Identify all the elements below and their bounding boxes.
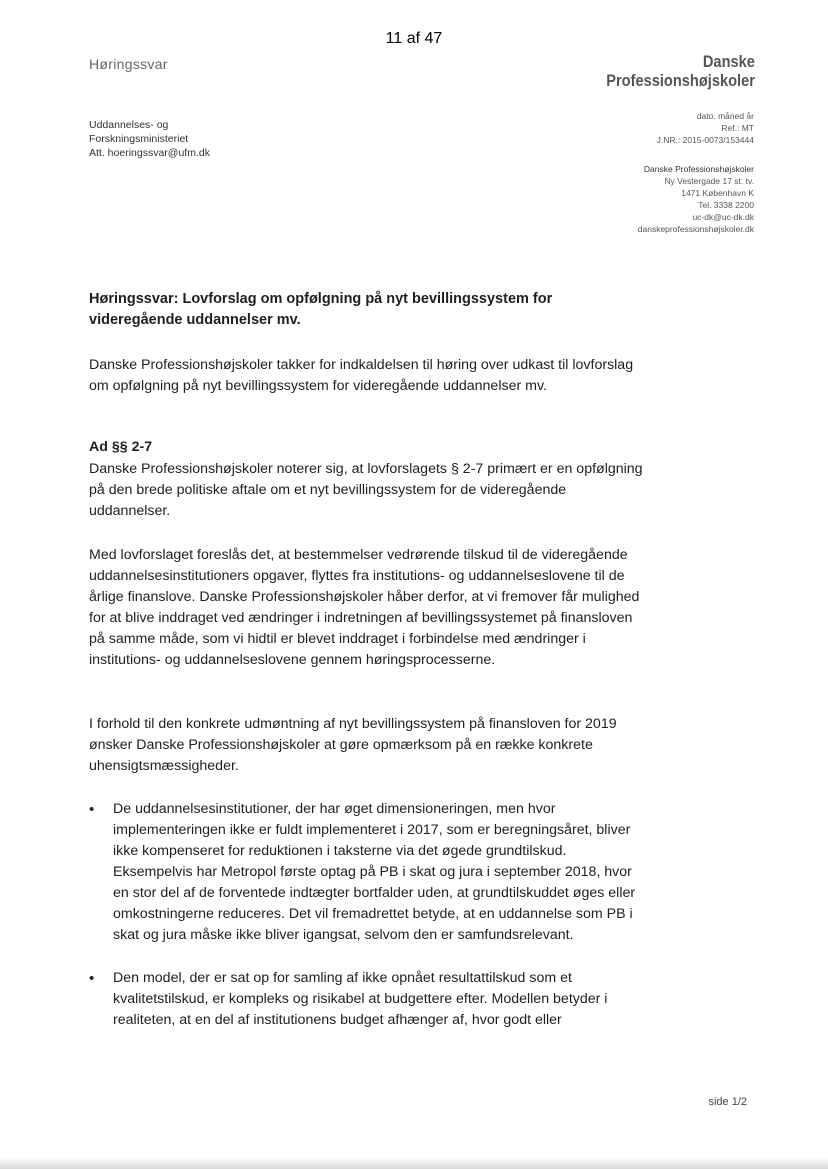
list-item-text: Den model, der er sat op for samling af ikke opnået resultattilskud som et kvalitetstilskud, er kompleks og risikabel at budgettere efter. Modellen betyder i realiteten, at en del af institutionens budget afhænger af, hvor godt eller (113, 970, 608, 1028)
list-item-text: De uddannelsesinstitutioner, der har øget dimensioneringen, men hvor implementeringen ikke er fuldt implementeret i 2017, som er beregningsåret, bliver ikke kompenseret for reduktionen i taksterne via det øgede grundtilskud. Eksempelvis har Metropol første optag på PB i skat og jura i september 2018, hvor en stor del af de forventede indtægter bortfalder uden, at grundtilskuddet øges eller omkostningerne reduceres. Det vil fremadrettet betyde, at en uddannelse som PB i skat og jura måske ikke bliver igangsat, selvom den er samfundsrelevant. (113, 801, 636, 943)
recipient-line-2: Forskningsministeriet (89, 133, 189, 145)
meta-email: uc-dk@uc-dk.dk (692, 212, 754, 222)
concerns-list (89, 799, 649, 1053)
meta-sender-name: Danske Professionshøjskoler (643, 164, 754, 174)
meta-city: 1471 København K (681, 188, 754, 198)
page-counter: 11 af 47 (385, 30, 443, 47)
list-item (89, 799, 649, 946)
list-item (89, 968, 649, 1031)
letter-meta (638, 110, 754, 235)
bullet-icon: • (89, 970, 95, 987)
bullet-icon: • (89, 801, 95, 818)
paragraph-2: Med lovforslaget foreslås det, at bestemmelser vedrørende tilskud til de videregående uddannelsesinstitutioners opgaver, flyttes fra institutions- og uddannelseslovene til de årlige finanslove. Danske Professionshøjskoler håber derfor, at vi fremover får mulighed for at blive inddraget ved ændringer i indretningen af bevillingssystemet på finansloven på samme måde, som vi hidtil er blevet inddraget i forbindelse med ændringer i institutions- og uddannelseslovene gennem høringsprocesserne. (89, 547, 640, 668)
meta-ref: Ref.: MT (721, 123, 754, 133)
paragraph-1: Danske Professionshøjskoler noterer sig, at lovforslagets § 2-7 primært er en opfølgning på den brede politiske aftale om et nyt bevillingssystem for de videregående uddannelser. (89, 461, 643, 519)
intro-paragraph: Danske Professionshøjskoler takker for indkaldelsen til høring over udkast til lovforslag om opfølgning på nyt bevillingssystem for videregående uddannelser mv. (89, 357, 634, 394)
meta-date: dato. måned år (696, 111, 754, 121)
recipient-address (89, 118, 210, 160)
paragraph-3: I forhold til den konkrete udmøntning af nyt bevillingssystem på finansloven for 2019 ønsker Danske Professionshøjskoler at gøre opmærksom på en række konkrete uhensigtsmæssigheder. (89, 716, 617, 774)
meta-phone: Tel. 3338 2200 (698, 200, 754, 210)
document-type-label: Høringssvar (89, 56, 168, 72)
footer-page-number: side 1/2 (708, 1096, 747, 1108)
meta-jnr: J.NR.: 2015-0073/153444 (656, 135, 754, 145)
recipient-email: Att. hoeringssvar@ufm.dk (89, 147, 210, 159)
scan-edge-shade (0, 1157, 828, 1169)
section-heading: Ad §§ 2-7 (89, 439, 153, 455)
meta-website: danskeprofessionshøjskoler.dk (637, 224, 754, 234)
meta-address: Ny Vestergade 17 st. tv. (664, 176, 754, 186)
letter-subject: Høringssvar: Lovforslag om opfølgning på nyt bevillingssystem for videregående uddannelser mv. (89, 291, 553, 328)
sender-logo (606, 52, 755, 90)
logo-line-1: Danske (702, 52, 755, 71)
recipient-line-1: Uddannelses- og (89, 119, 169, 131)
logo-line-2: Professionshøjskoler (606, 71, 755, 90)
